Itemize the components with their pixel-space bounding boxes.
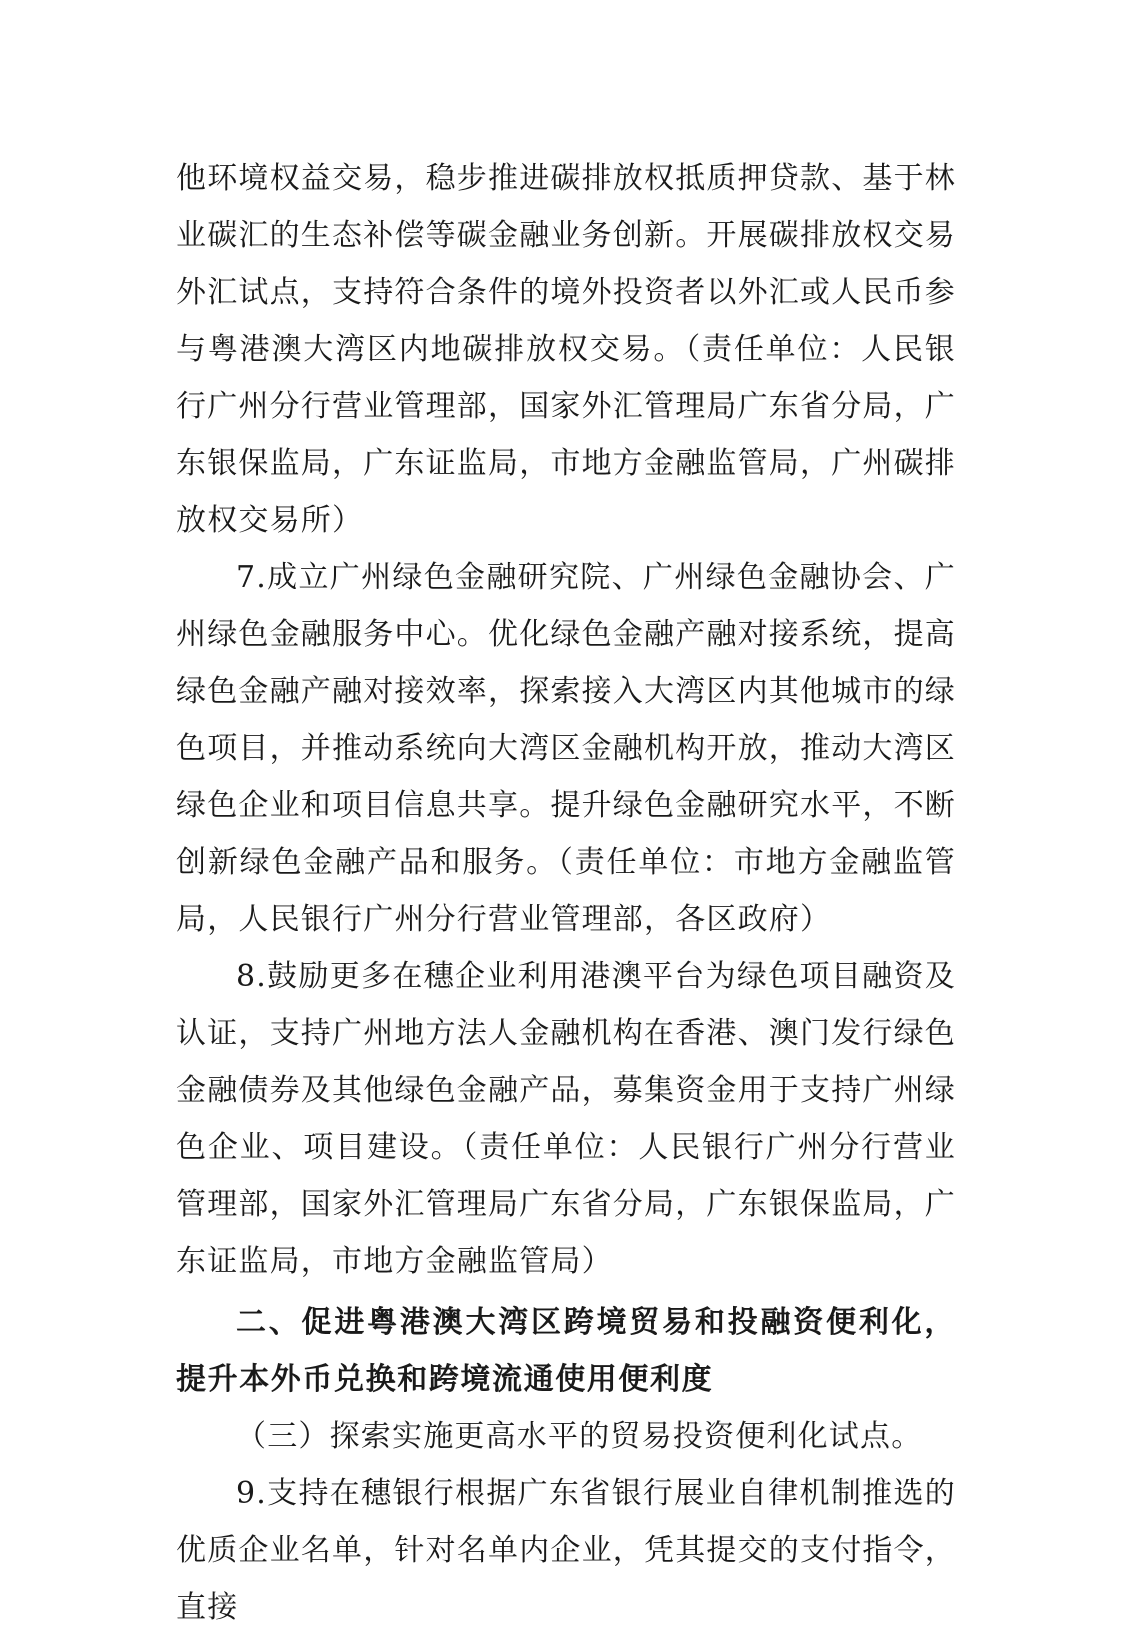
section-heading-2: 二、促进粤港澳大湾区跨境贸易和投融资便利化，提升本外币兑换和跨境流通使用便利度 bbox=[176, 1305, 956, 1397]
paragraph-item-7: 7.成立广州绿色金融研究院、广州绿色金融协会、广州绿色金融服务中心。优化绿色金融产融对接系统，提高绿色金融产融对接效率，探索接入大湾区内其他城市的绿色项目，并推动系统向大湾区金融机构开放，推动大湾区绿色企业和项目信息共享。提升绿色金融研究水平，不断创新绿色金融产品和服务。（责任单位：市地方金融监管局，人民银行广州分行营业管理部，各区政府） bbox=[176, 560, 956, 937]
paragraph-item-9: 9.支持在穗银行根据广东省银行展业自律机制推选的优质企业名单，针对名单内企业，凭其提交的支付指令，直接 bbox=[176, 1476, 956, 1625]
paragraph-continued: 他环境权益交易，稳步推进碳排放权抵质押贷款、基于林业碳汇的生态补偿等碳金融业务创新。开展碳排放权交易外汇试点，支持符合条件的境外投资者以外汇或人民币参与粤港澳大湾区内地碳排放权交易。（责任单位：人民银行广州分行营业管理部，国家外汇管理局广东省分局，广东银保监局，广东证监局，市地方金融监管局，广州碳排放权交易所） bbox=[176, 161, 956, 538]
document-page bbox=[176, 150, 956, 1636]
subsection-heading-3: （三）探索实施更高水平的贸易投资便利化试点。 bbox=[236, 1419, 923, 1454]
paragraph-item-8: 8.鼓励更多在穗企业利用港澳平台为绿色项目融资及认证，支持广州地方法人金融机构在香港、澳门发行绿色金融债券及其他绿色金融产品，募集资金用于支持广州绿色企业、项目建设。（责任单位：人民银行广州分行营业管理部，国家外汇管理局广东省分局，广东银保监局，广东证监局，市地方金融监管局） bbox=[176, 959, 956, 1279]
